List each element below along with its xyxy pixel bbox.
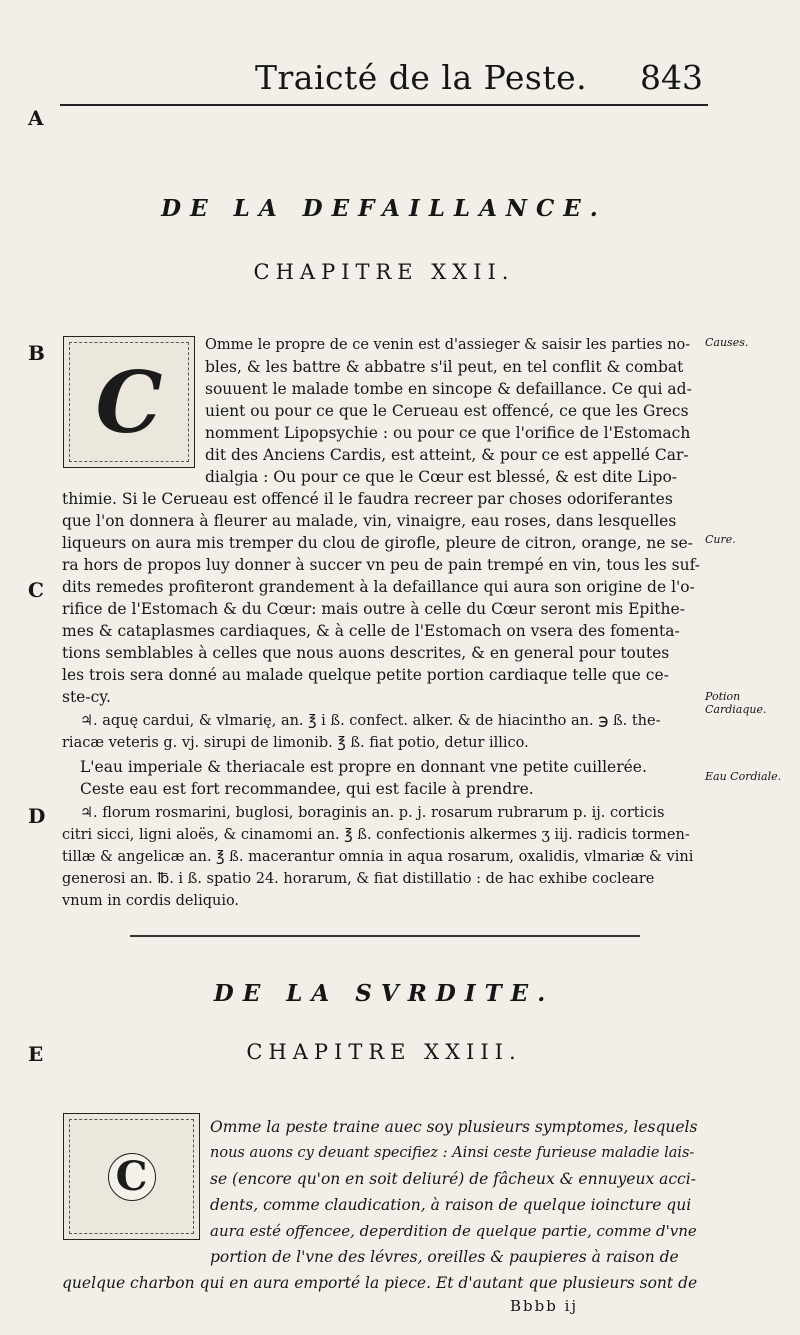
- running-title: Traicté de la Peste.: [255, 58, 588, 97]
- text-line: aura esté offencee, deperdition de quelque partie, comme d'vne: [210, 1222, 697, 1240]
- text-line: L'eau imperiale & theriacale est propre en donnant vne petite cuillerée.: [80, 758, 647, 776]
- text-line: dit des Anciens Cardis, est atteint, & pour ce est appellé Car-: [205, 446, 689, 464]
- text-line: dents, comme claudication, à raison de quelque ioincture qui: [210, 1196, 692, 1214]
- recipe-line: citri sicci, ligni aloës, & cinamomi an. ℥ ß. confectionis alkermes ʒ iij. radicis tormen-: [62, 827, 690, 843]
- recipe-line: generosi an. ℔. i ß. spatio 24. horarum, & fiat distillatio : de hac exhibe cocleare: [62, 871, 655, 887]
- text-line: portion de l'vne des lévres, oreilles & paupieres à raison de: [210, 1248, 679, 1266]
- margin-note-potion: Potion Cardiaque.: [705, 690, 767, 716]
- margin-letter-a: A: [28, 106, 44, 130]
- recipe-line: vnum in cordis deliquio.: [62, 893, 240, 909]
- chapter-title-23: CHAPITRE XXIII.: [246, 1040, 522, 1064]
- drop-cap-ornament: [63, 1113, 200, 1240]
- margin-letter-b: B: [28, 341, 45, 365]
- text-line: nomment Lipopsychie : ou pour ce que l'orifice de l'Estomach: [205, 424, 691, 442]
- text-line: uient ou pour ce que le Cerueau est offencé, ce que les Grecs: [205, 402, 689, 420]
- text-line: dits remedes profiteront grandement à la defaillance qui aura son origine de l'o-: [62, 578, 695, 596]
- drop-cap-letter: C: [95, 352, 163, 452]
- signature-mark: Bbbb ij: [510, 1297, 579, 1315]
- text-line: les trois sera donné au malade quelque petite portion cardiaque telle que ce-: [62, 666, 669, 684]
- section-title-surdite: DE LA SVRDITE.: [213, 980, 555, 1007]
- text-line: bles, & les battre & abbatre s'il peut, en tel conflit & combat: [205, 358, 684, 376]
- text-line: se (encore qu'on en soit deliuré) de fâcheux & ennuyeux acci-: [210, 1170, 696, 1188]
- text-line: souuent le malade tombe en sincope & defaillance. Ce qui ad-: [205, 380, 692, 398]
- drop-cap-ornament: [63, 336, 195, 468]
- margin-letter-c: C: [28, 578, 44, 602]
- section-divider: [130, 935, 640, 937]
- text-line: thimie. Si le Cerueau est offencé il le faudra recreer par choses odoriferantes: [62, 490, 673, 508]
- margin-note-cure: Cure.: [705, 533, 736, 546]
- text-line: tions semblables à celles que nous auons descrites, & en general pour toutes: [62, 644, 670, 662]
- text-line: nous auons cy deuant specifiez : Ainsi ceste furieuse maladie lais-: [210, 1145, 695, 1161]
- recipe-line: tillæ & angelicæ an. ℥ ß. macerantur omnia in aqua rosarum, oxalidis, vlmariæ & vini: [62, 849, 694, 865]
- text-line: que l'on donnera à fleurer au malade, vin, vinaigre, eau roses, dans lesquelles: [62, 512, 677, 530]
- margin-note-eau: Eau Cordiale.: [705, 770, 782, 783]
- text-line: Omme la peste traine auec soy plusieurs symptomes, lesquels: [210, 1118, 698, 1136]
- text-line: liqueurs on aura mis tremper du clou de girofle, pleure de citron, orange, ne se-: [62, 534, 693, 552]
- text-line: rifice de l'Estomach & du Cœur: mais outre à celle du Cœur seront mis Epithe-: [62, 600, 685, 618]
- margin-letter-e: E: [28, 1042, 44, 1066]
- text-line: Omme le propre de ce venin est d'assieger & saisir les parties no-: [205, 337, 691, 353]
- chapter-title-22: CHAPITRE XXII.: [253, 260, 515, 284]
- margin-note-causes: Causes.: [705, 336, 749, 349]
- margin-letter-d: D: [28, 804, 46, 828]
- medallion: [108, 1153, 156, 1201]
- text-line: mes & cataplasmes cardiaques, & à celle de l'Estomach on vsera des fomenta-: [62, 622, 680, 640]
- header-rule: [60, 104, 708, 106]
- section-title-defaillance: DE LA DEFAILLANCE.: [161, 195, 607, 222]
- recipe-line: riacæ veteris g. vj. sirupi de limonib. ℥ ß. fiat potio, detur illico.: [62, 735, 529, 751]
- drop-cap-letter: C: [115, 1153, 148, 1200]
- text-line: ra hors de propos luy donner à succer vn peu de pain trempé en vin, tous les suf-: [62, 556, 701, 574]
- page-number: 843: [640, 58, 703, 97]
- text-line: ste-cy.: [62, 688, 111, 706]
- text-line: quelque charbon qui en aura emporté la piece. Et d'autant que plusieurs sont de: [62, 1274, 698, 1292]
- text-line: Ceste eau est fort recommandee, qui est facile à prendre.: [80, 780, 534, 798]
- text-line: dialgia : Ou pour ce que le Cœur est blessé, & est dite Lipo-: [205, 468, 678, 486]
- recipe-line: ♃. aquę cardui, & vlmarię, an. ℥ i ß. confect. alker. & de hiacintho an. ℈ ß. the-: [80, 713, 661, 729]
- recipe-line: ♃. florum rosmarini, buglosi, boraginis an. p. j. rosarum rubrarum p. ij. corticis: [80, 805, 665, 821]
